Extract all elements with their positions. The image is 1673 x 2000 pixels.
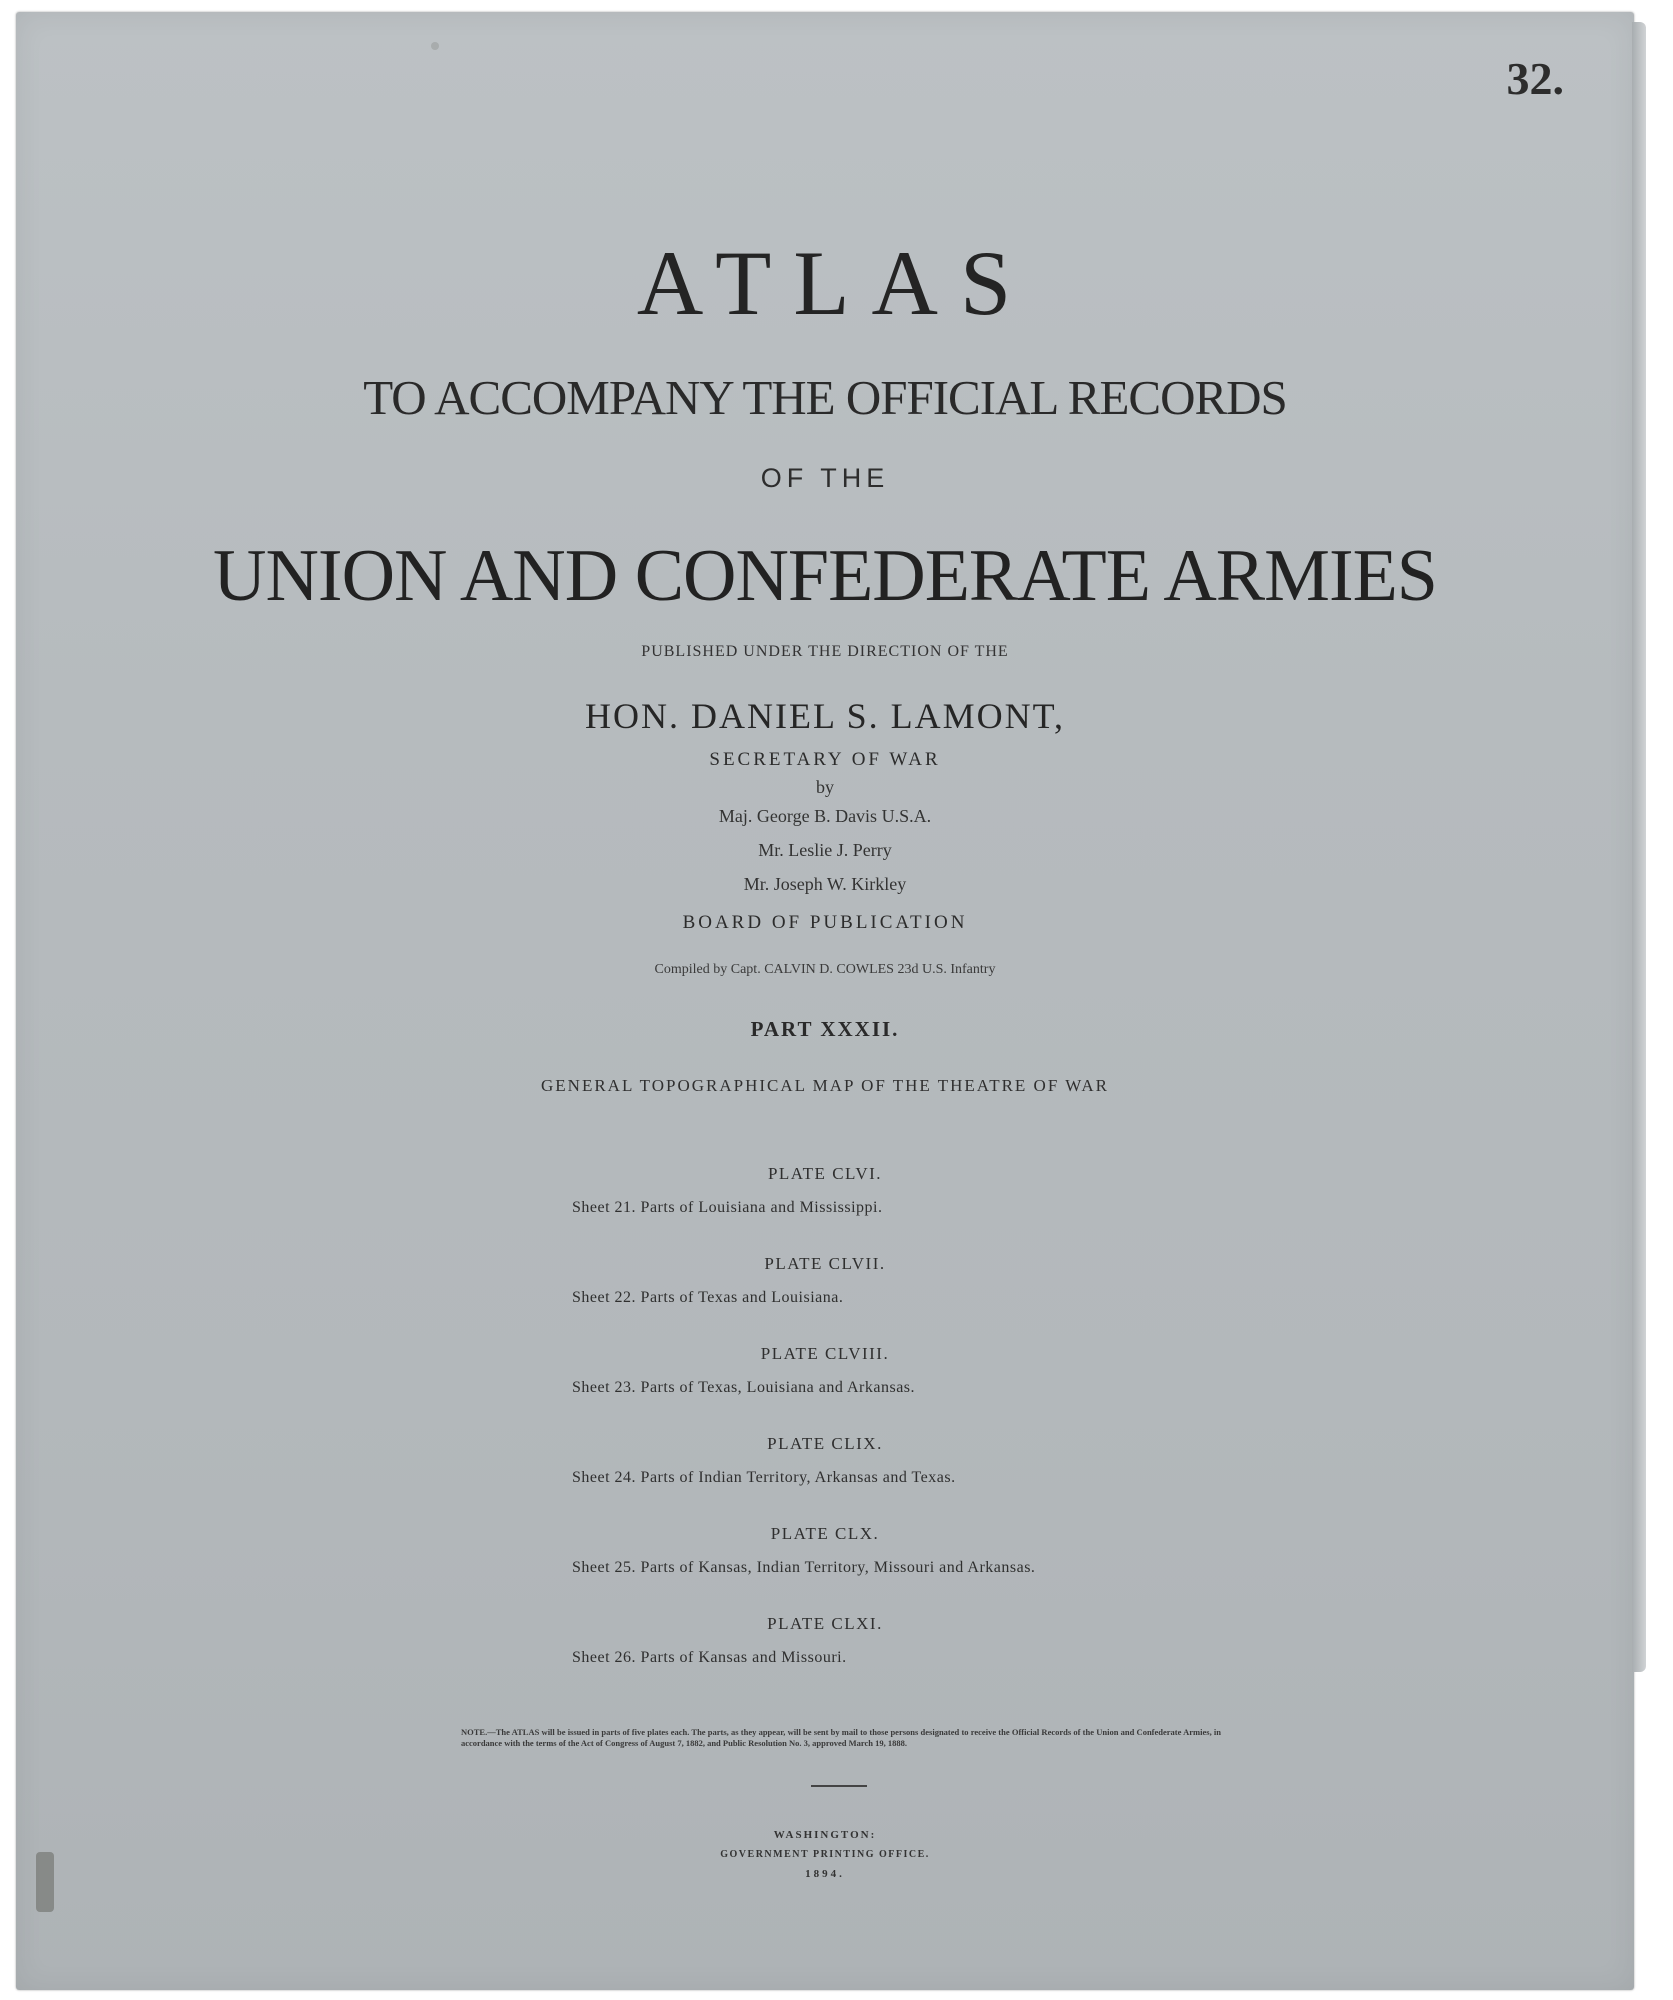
plate-title: PLATE CLIX. [767, 1434, 883, 1453]
plate-sheet: Sheet 25. Parts of Kansas, Indian Territory, Missouri and Arkansas. [572, 1559, 1036, 1576]
secretary-name: HON. DANIEL S. LAMONT, [585, 696, 1065, 736]
title-of-the: OF THE [760, 463, 890, 493]
by-line: by [816, 777, 834, 797]
plate-sheet: Sheet 26. Parts of Kansas and Missouri. [572, 1649, 847, 1666]
title-main: UNION AND CONFEDERATE ARMIES [213, 535, 1437, 617]
plate-sheet: Sheet 23. Parts of Texas, Louisiana and Arkansas. [572, 1379, 916, 1396]
imprint-office: GOVERNMENT PRINTING OFFICE. [720, 1849, 930, 1860]
imprint-city: WASHINGTON: [773, 1829, 877, 1841]
title-atlas: ATLAS [636, 232, 1034, 334]
board-member: Mr. Leslie J. Perry [758, 840, 892, 860]
board-member: Mr. Joseph W. Kirkley [743, 874, 907, 894]
board-member: Maj. George B. Davis U.S.A. [718, 806, 932, 826]
part-number: PART XXXII. [750, 1017, 900, 1041]
title-subtitle: TO ACCOMPANY THE OFFICIAL RECORDS [363, 370, 1287, 425]
imprint-year: 1894. [805, 1868, 845, 1880]
plate-title: PLATE CLX. [770, 1524, 880, 1543]
page-number: 32. [1506, 53, 1564, 104]
plate-sheet: Sheet 22. Parts of Texas and Louisiana. [572, 1289, 844, 1306]
page-stain [36, 1852, 54, 1912]
plate-title: PLATE CLVII. [764, 1254, 886, 1273]
divider-rule [811, 1785, 867, 1787]
published-line: PUBLISHED UNDER THE DIRECTION OF THE [641, 643, 1009, 660]
plate-title: PLATE CLVI. [767, 1164, 883, 1183]
plate-title: PLATE CLVIII. [760, 1344, 890, 1363]
compiled-by: Compiled by Capt. CALVIN D. COWLES 23d U.S. Infantry [654, 962, 996, 977]
plate-title: PLATE CLXI. [767, 1614, 883, 1633]
publication-note: NOTE.—The ATLAS will be issued in parts of five plates each. The parts, as they appear, will be sent by mail to those persons designated to receive the Official Records of the Union and Confederate Armies, in accordance with the terms of the Act of Congress of August 7, 1882, and Public Resolution No. 3, approved March 19, 1888. [461, 1727, 1221, 1748]
map-title: GENERAL TOPOGRAPHICAL MAP OF THE THEATRE OF WAR [541, 1076, 1109, 1095]
board-title: BOARD OF PUBLICATION [682, 912, 968, 933]
atlas-title-page [16, 12, 1634, 1990]
plate-sheet: Sheet 21. Parts of Louisiana and Mississippi. [572, 1199, 883, 1216]
secretary-title: SECRETARY OF WAR [709, 749, 941, 770]
plate-sheet: Sheet 24. Parts of Indian Territory, Arkansas and Texas. [572, 1469, 956, 1486]
page-speck [431, 42, 439, 50]
